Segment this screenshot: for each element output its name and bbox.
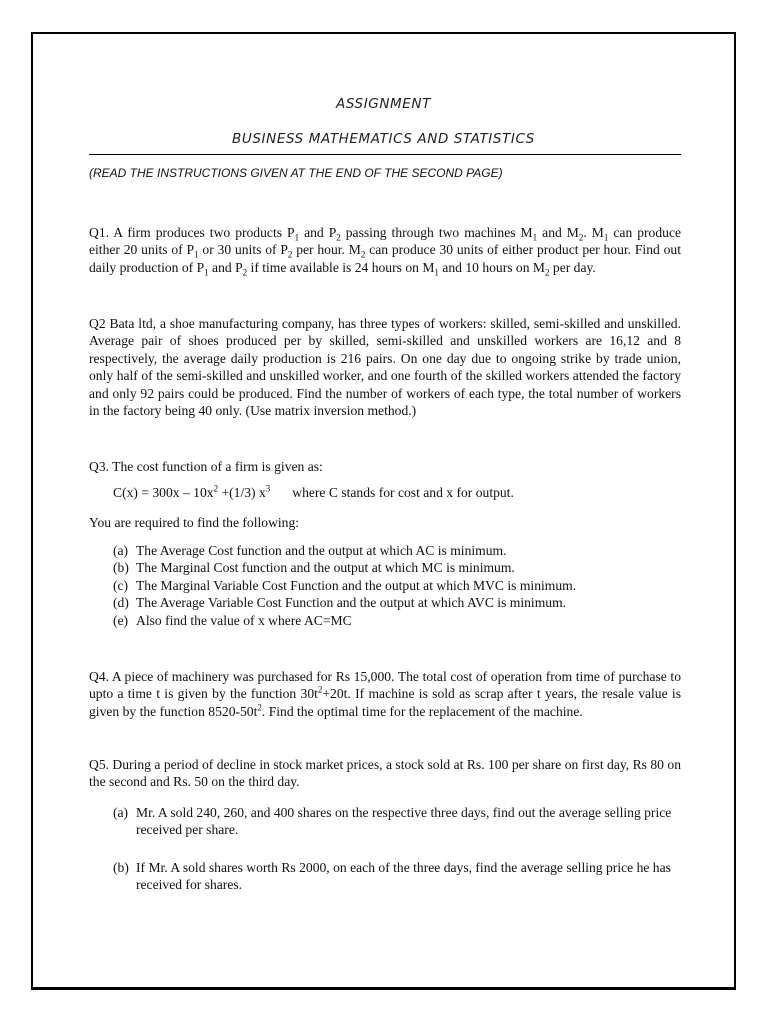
list-item: (e) Also find the value of x where AC=MC (113, 612, 352, 628)
question-1: Q1. A firm produces two products $P_1$ and $P_2$ passing through two machines $M_1$ and $M_2$. $M_1$ can produce either 20 units of $P_1$ or 30 units of $P_2$ per hour. $M_2$ can produce 30 units of either product per hour. Find out daily production of $P_1$ and $P_2$ if time available is 24 hours on $M_1$ and 10 hours on $M_2$ per day. (89, 225, 682, 278)
question-5-part-a (113, 804, 681, 839)
question-5-part-b (113, 859, 681, 894)
list-item: (a) Mr. A sold 240, 260, and 400 shares on the respective three days, find out the average selling price received per share. (113, 805, 672, 838)
list-item: (b) The Marginal Cost function and the output at which MC is minimum. (113, 560, 515, 576)
document-page (31, 32, 736, 990)
title-divider (89, 154, 681, 155)
question-2: Q2 Bata ltd, a shoe manufacturing company, has three types of workers: skilled, semi-skilled and unskilled. Average pair of shoes produced per by skilled, semi-skilled and unskilled workers are 16,12 and 8 respectively, the average daily production is 216 pairs. On one day due to ongoing strike by trade union, only half of the semi-skilled and unskilled worker, and one fourth of the skilled workers attended the factory and only 92 pairs could be produced. Find the number of workers of each type, the total number of workers in the factory being 40 only. (Use matrix inversion method.) (89, 316, 681, 419)
question-3-intro: Q3. The cost function of a firm is given as: (89, 459, 323, 474)
question-3-parts (113, 542, 681, 629)
document-subtitle: BUSINESS MATHEMATICS AND STATISTICS (232, 131, 535, 147)
instruction-note: (READ THE INSTRUCTIONS GIVEN AT THE END OF THE SECOND PAGE) (89, 166, 503, 180)
document-title: ASSIGNMENT (336, 96, 431, 112)
question-3-required: You are required to find the following: (89, 515, 300, 530)
cost-function-formula: $C(x) = 300x - 10x^2 +(1/3)$ $x^3$ where C stands for cost and x for output. (113, 483, 514, 500)
question-4: Q4. A piece of machinery was purchased for Rs 15,000. The total cost of operation from time of purchase to upto a time t is given by the function $30t^2+20t$. If machine is sold as scrap after t years, the resale value is given by the function $8520-50t^2$. Find the optimal time for the replacement of the machine. (89, 669, 681, 719)
list-item: (b) If Mr. A sold shares worth Rs 2000, on each of the three days, find the average selling price he has received for shares. (113, 860, 671, 893)
list-item: (c) The Marginal Variable Cost Function and the output at which MVC is minimum. (113, 577, 577, 593)
list-item: (a) The Average Cost function and the output at which AC is minimum. (113, 543, 507, 558)
question-5: Q5. During a period of decline in stock market prices, a stock sold at Rs. 100 per share on first day, Rs 80 on the second and Rs. 50 on the third day. (89, 757, 681, 790)
list-item: (d) The Average Variable Cost Function and the output at which AVC is minimum. (113, 595, 567, 611)
